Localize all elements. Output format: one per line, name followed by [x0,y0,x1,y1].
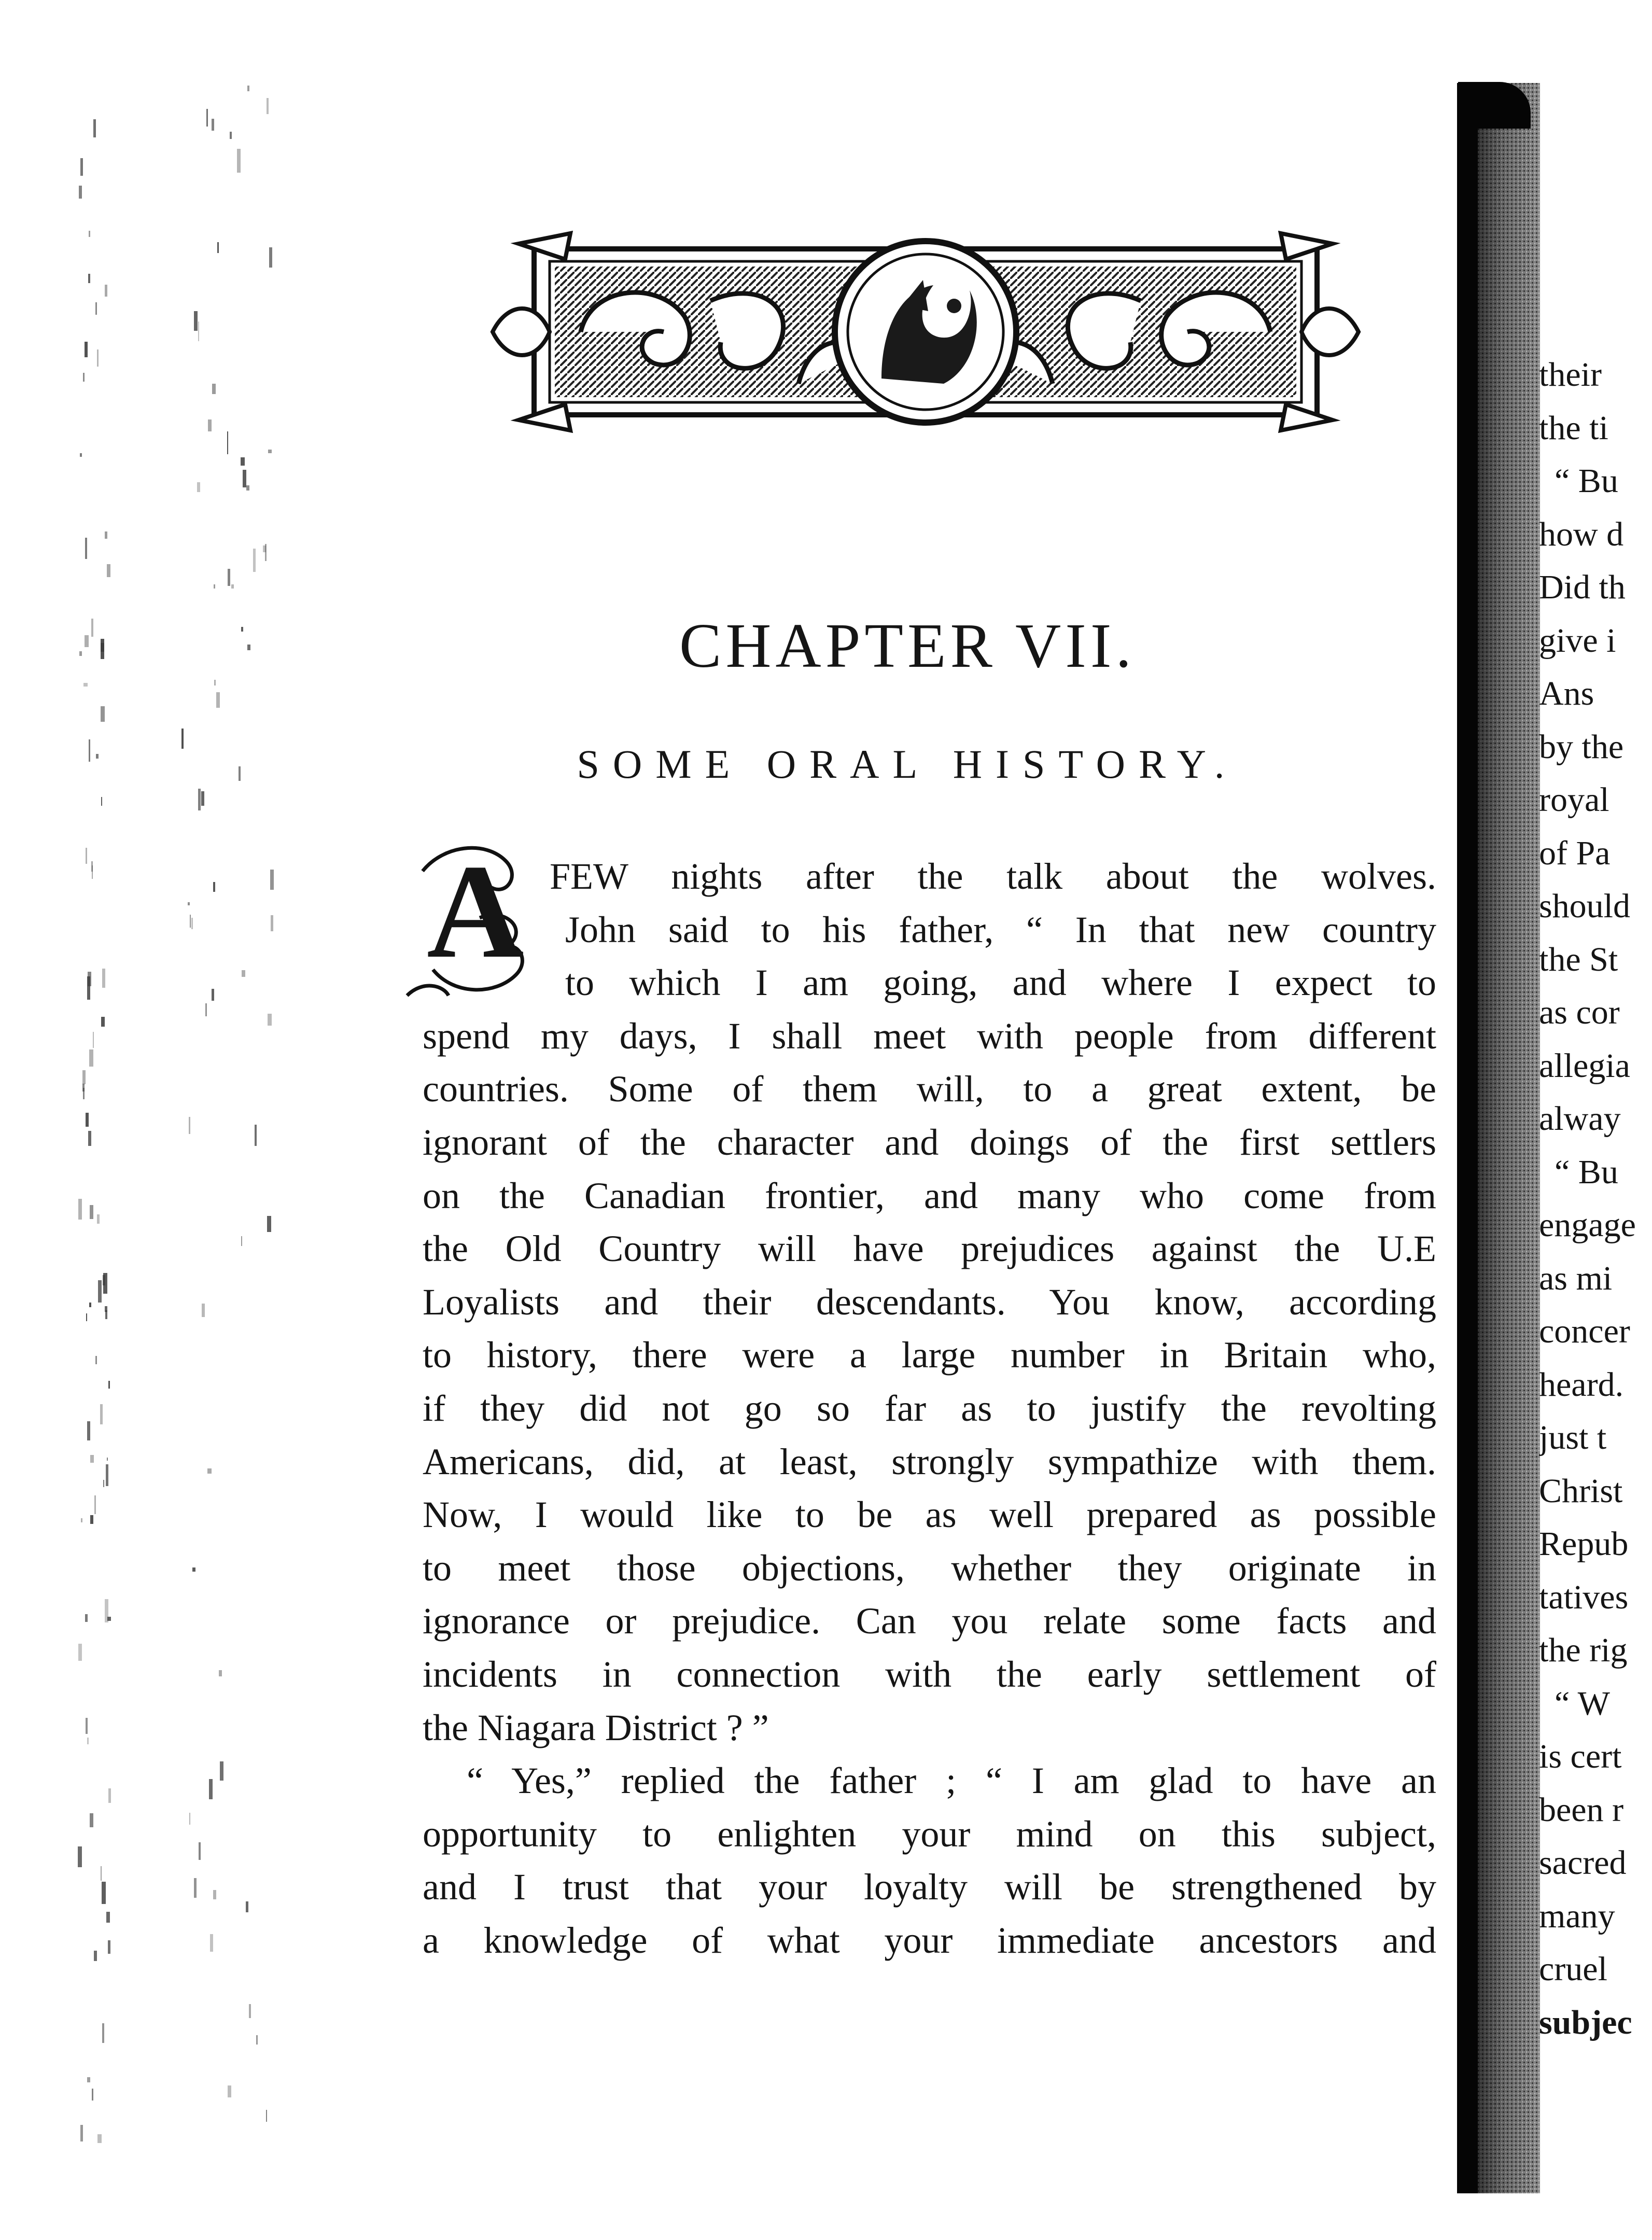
scan-speck [194,311,198,331]
scan-speck [89,231,90,237]
adjacent-page-line: of Pa [1539,834,1611,872]
adjacent-page-line: been r [1539,1790,1624,1829]
scan-speck [102,969,105,988]
adjacent-page-line: Repub [1539,1525,1629,1563]
scan-speck [108,1381,110,1389]
scan-speck [86,1718,88,1734]
scan-speck [96,754,99,759]
scan-speck [207,1468,212,1474]
scan-speck [216,692,220,708]
scan-speck [206,109,208,127]
adjacent-page-line: should [1539,887,1631,925]
body-line: the Old Country will have prejudices against the U.E [423,1228,1436,1270]
scan-speck [89,739,90,762]
scan-speck [97,349,99,367]
scan-speck [89,1303,92,1308]
scan-speck [85,1614,88,1622]
scan-speck [201,791,204,806]
drop-cap [402,837,542,1001]
scan-speck [267,1216,271,1232]
adjacent-page-fragment [1539,0,1652,2240]
scan-speck [214,584,215,589]
scan-speck [230,132,232,138]
adjacent-page-line: give i [1539,621,1616,660]
scan-speck [88,274,90,283]
scan-speck [94,1951,97,1961]
scan-speck [194,1878,197,1898]
drop-cap-letter: A [427,837,524,986]
scan-speck [91,861,93,872]
adjacent-page-line: Ans [1539,675,1594,712]
scan-speck [270,870,274,889]
scan-speck [228,569,230,586]
body-line: incidents in connection with the early settlement of [423,1654,1436,1695]
scan-speck [86,1313,87,1321]
body-line: if they did not go so far as to justify the revolting [423,1388,1436,1429]
scan-speck [101,706,104,722]
adjacent-page-line: as cor [1539,993,1620,1031]
scan-speck [239,766,241,781]
adjacent-page-line: many [1539,1897,1615,1935]
scan-speck [90,1813,93,1827]
scan-speck [256,2035,258,2045]
scan-speck [107,564,110,577]
scan-speck [253,549,256,572]
scan-speck [219,1670,222,1676]
chapter-subtitle: SOME ORAL HISTORY. [577,741,1238,787]
scan-speck [217,242,219,253]
scan-speck [231,584,234,589]
scan-speck [91,619,93,637]
scan-speck [101,797,102,805]
scan-speck [81,1518,82,1523]
chapter-title: CHAPTER VII. [679,611,1136,681]
scan-speck [198,789,201,810]
adjacent-page-line: allegia [1539,1046,1630,1085]
scan-speck [220,1761,223,1781]
scan-speck [247,86,249,91]
body-line: to history, there were a large number in Britain who, [423,1334,1436,1376]
adjacent-page-line: the rig [1539,1631,1628,1669]
adjacent-page-line: concer [1539,1312,1630,1350]
scan-speck [241,1236,242,1246]
scan-speck [243,470,246,488]
adjacent-page-line: as mi [1539,1259,1613,1297]
scan-speck [103,1480,104,1487]
scan-speck [90,1455,94,1463]
body-line: FEW nights after the talk about the wolves. [550,856,1436,897]
scan-speck [89,1049,93,1066]
body-line: “ Yes,” replied the father ; “ I am glad to have an [467,1760,1436,1802]
scan-speck [246,1901,248,1912]
body-line: and I trust that your loyalty will be strengthened by [423,1866,1436,1908]
scan-speck [101,1017,104,1027]
adjacent-page-line: alway [1539,1100,1621,1138]
scan-speck [78,1199,82,1220]
adjacent-page-line: tatives [1539,1578,1629,1616]
scan-speck [181,729,184,749]
scan-speck [79,186,82,198]
scan-speck [198,321,199,341]
scan-speck [107,1458,108,1461]
adjacent-page-line: heard. [1539,1365,1624,1404]
scan-speck [205,1003,207,1017]
scan-speck [102,2023,104,2043]
body-line: John said to his father, “ In that new country [565,908,1436,950]
body-line: ignorant of the character and doings of the first settlers [423,1122,1436,1163]
adjacent-page-line: “ W [1555,1684,1610,1723]
scan-speck [265,544,267,561]
scan-speck [106,1912,110,1923]
scan-speck [80,158,82,175]
adjacent-page-line: “ Bu [1555,462,1618,500]
scan-speck [86,848,88,864]
scan-speck [87,1738,89,1744]
scan-speck [87,2077,91,2082]
scan-speck [101,1866,102,1880]
binding-gutter-shadow [1457,83,1540,2193]
body-line: Now, I would like to be as well prepared as possible [423,1494,1436,1536]
scan-speck [80,2125,83,2141]
scan-speck [94,1495,96,1514]
scan-speck [92,2089,93,2101]
scan-speck [93,119,96,137]
scan-speck [88,1131,92,1146]
scan-speck [95,302,97,315]
body-line: Loyalists and their descendants. You know, according [423,1281,1436,1323]
body-line: a knowledge of what your immediate ancestors and [423,1920,1436,1961]
scan-speck [268,1014,271,1026]
scan-speck [98,1280,102,1302]
scan-speck [103,1273,107,1294]
scan-speck [227,431,228,454]
scan-speck [199,1842,201,1860]
scan-speck [83,683,88,687]
scan-speck [108,1788,111,1803]
scan-speck [93,1032,94,1048]
scan-speck [268,450,272,453]
body-line: Americans, did, at least, strongly sympathize with them. [423,1440,1436,1482]
scan-speck [269,247,272,268]
scan-speck [249,2004,251,2018]
scan-speck [90,1205,93,1219]
scan-speck [105,531,107,539]
body-line: to meet those objections, whether they originate in [423,1547,1436,1589]
body-line: to which I am going, and where I expect to [565,962,1436,1004]
scan-speck [83,373,85,382]
adjacent-page-line: “ Bu [1555,1153,1618,1191]
margin-scan-noise [78,57,275,2183]
scan-speck [95,1356,97,1364]
body-line: on the Canadian frontier, and many who come from [423,1174,1436,1216]
scan-speck [202,1304,205,1317]
scan-speck [86,1113,88,1127]
scan-speck [247,645,250,650]
adjacent-page-line: Christ [1539,1472,1623,1510]
scan-speck [212,989,214,1001]
scan-speck [105,285,107,297]
scan-speck [212,119,214,131]
scan-speck [241,627,243,632]
scan-speck [213,1890,216,1899]
scan-speck [78,1644,82,1660]
adjacent-page-line: just t [1539,1419,1607,1457]
scan-speck [80,453,82,457]
scan-speck [85,635,89,648]
scan-speck [82,1070,86,1084]
scan-speck [105,1306,107,1312]
scan-speck [246,485,249,491]
scan-speck [90,1515,93,1524]
adjacent-page-line: the St [1539,940,1618,978]
scan-speck [87,1421,90,1440]
scan-speck [106,1464,108,1486]
scan-speck [191,918,193,929]
scan-speck [212,384,216,394]
adjacent-page-line: royal [1539,781,1609,819]
scan-speck [108,1940,110,1954]
scan-speck [97,2134,102,2143]
scan-speck [189,1117,190,1134]
adjacent-page-line: Did th [1539,568,1626,606]
scan-speck [192,1567,195,1572]
scan-speck [189,1813,190,1825]
scan-speck [214,680,216,685]
scan-speck [228,2085,231,2097]
scan-speck [255,1125,257,1146]
scan-speck [271,915,273,931]
body-line: ignorance or prejudice. Can you relate some facts and [423,1600,1436,1642]
scan-speck [88,972,91,986]
adjacent-page-line: is cert [1539,1738,1622,1775]
adjacent-page-line: cruel [1539,1950,1607,1988]
body-line: spend my days, I shall meet with people from different [423,1015,1436,1057]
scan-speck [101,639,105,652]
adjacent-page-line: how d [1539,515,1624,553]
scan-speck [107,1617,111,1620]
scan-speck [213,882,215,891]
scan-speck [85,538,88,559]
body-line: countries. Some of them will, to a great extent, be [423,1068,1436,1110]
chapter-headpiece-ornament [487,228,1364,436]
adjacent-page-line: by the [1539,727,1624,766]
scan-speck [266,2110,267,2122]
scan-speck [197,482,200,492]
adjacent-page-line: sacred [1539,1844,1627,1882]
scan-speck [100,1404,102,1425]
scan-speck [188,902,190,905]
adjacent-page-line: the ti [1539,409,1608,447]
scan-speck [242,970,246,977]
scan-speck [209,1779,213,1799]
scan-speck [190,915,191,928]
scan-speck [97,1214,100,1223]
scan-speck [208,419,212,432]
scan-speck [85,342,88,357]
adjacent-page-line: engage [1539,1206,1636,1244]
scan-speck [79,651,82,656]
scan-speck [237,149,241,173]
adjacent-page-line: subjec [1539,2003,1632,2041]
scan-speck [78,1846,82,1867]
body-line: the Niagara District ? ” [423,1706,769,1748]
scan-speck [267,98,269,114]
binding-gutter-top [1458,82,1531,129]
scan-speck [241,457,245,465]
adjacent-page-line: their [1539,356,1602,394]
scan-speck [102,1882,106,1904]
scan-speck [210,1934,213,1952]
scan-speck [82,1084,85,1092]
body-line: opportunity to enlighten your mind on this subject, [423,1813,1436,1855]
